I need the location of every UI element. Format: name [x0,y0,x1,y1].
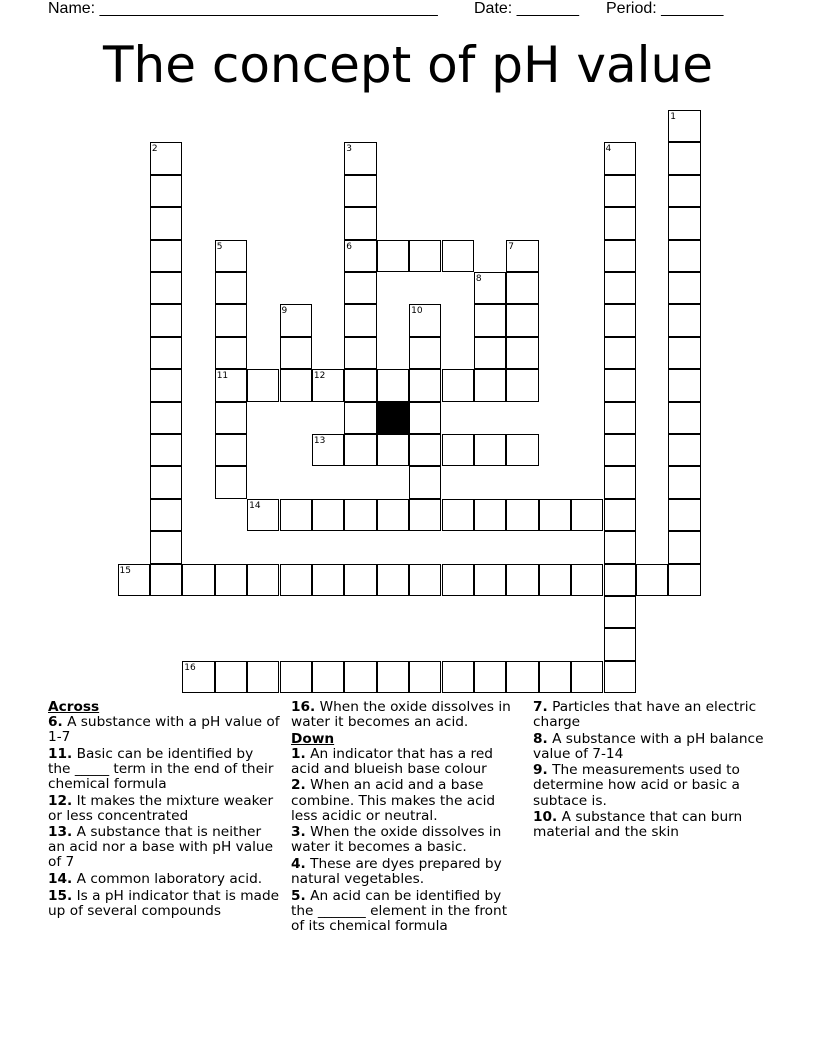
grid-cell[interactable] [344,240,376,272]
clue-item [48,747,280,792]
grid-cell[interactable] [312,369,344,401]
clue-number: 2. [291,777,306,794]
grid-cell[interactable] [506,434,538,466]
grid-cell[interactable] [215,337,247,369]
grid-cell[interactable] [604,142,636,174]
grid-cell[interactable] [604,304,636,336]
clue-text: It makes the mixture weaker or less concentrated [48,792,274,824]
grid-cell[interactable] [442,499,474,531]
grid-cell[interactable] [474,661,506,693]
grid-cell[interactable] [150,402,182,434]
clue-number: 9. [533,762,548,779]
clue-number: 4. [291,855,306,872]
grid-cell[interactable] [604,596,636,628]
grid-cell[interactable] [215,304,247,336]
grid-cell[interactable] [668,175,700,207]
grid-cell[interactable] [280,337,312,369]
clue-number: 4 [605,144,612,155]
grid-cell[interactable] [344,142,376,174]
grid-cell[interactable] [118,564,150,596]
grid-cell[interactable] [668,466,700,498]
grid-cell[interactable] [668,337,700,369]
grid-cell[interactable] [150,240,182,272]
grid-cell[interactable] [668,531,700,563]
date-field[interactable]: Date: _______ [474,0,579,17]
clue-text: When the oxide dissolves in water it becomes an acid. [291,699,511,731]
clue-text: A substance with a pH balance value of 7-14 [533,730,764,762]
grid-cell[interactable] [409,466,441,498]
grid-cell[interactable] [344,369,376,401]
grid-cell[interactable] [247,564,279,596]
grid-cell[interactable] [409,304,441,336]
clue-number: 13. [48,824,73,841]
grid-cell[interactable] [409,337,441,369]
grid-cell[interactable] [571,564,603,596]
grid-cell[interactable] [150,207,182,239]
grid-cell[interactable] [344,272,376,304]
grid-cell[interactable] [215,564,247,596]
clue-item [48,825,280,870]
clue-number: 3. [291,824,306,841]
clue-item [533,700,773,730]
clue-item [291,747,523,777]
grid-cell[interactable] [247,661,279,693]
grid-cell[interactable] [182,564,214,596]
clue-text: Basic can be identified by the _____ term in the end of their chemical formula [48,745,274,792]
grid-cell[interactable] [215,434,247,466]
grid-cell[interactable] [668,434,700,466]
grid-cell[interactable] [312,499,344,531]
grid-cell[interactable] [377,661,409,693]
grid-cell[interactable] [604,499,636,531]
grid-cell[interactable] [312,434,344,466]
grid-cell[interactable] [636,564,668,596]
clue-item [533,763,773,808]
grid-cell[interactable] [409,369,441,401]
clue-text: When an acid and a base combine. This makes the acid less acidic or neutral. [291,777,496,824]
grid-cell[interactable] [474,499,506,531]
grid-cell[interactable] [668,142,700,174]
clue-number: 12 [313,371,326,382]
grid-cell[interactable] [668,110,700,142]
grid-cell[interactable] [409,499,441,531]
clue-text: An acid can be identified by the _______ element in the front of its chemical formula [291,887,508,934]
grid-cell[interactable] [377,240,409,272]
clue-number: 16 [184,662,196,673]
clue-text: Particles that have an electric charge [533,699,757,731]
grid-cell[interactable] [442,369,474,401]
grid-cell[interactable] [409,564,441,596]
grid-cell[interactable] [668,304,700,336]
clues-column-2 [291,700,523,935]
grid-cell[interactable] [344,661,376,693]
grid-cell[interactable] [150,369,182,401]
grid-cell[interactable] [539,499,571,531]
grid-cell[interactable] [604,628,636,660]
clue-number: 15. [48,887,73,904]
grid-cell[interactable] [604,272,636,304]
clue-item [48,889,280,919]
clue-number: 1 [670,112,677,122]
grid-cell[interactable] [668,272,700,304]
clue-number: 14. [48,871,73,888]
grid-cell[interactable] [215,369,247,401]
grid-cell[interactable] [604,661,636,693]
grid-cell[interactable] [604,240,636,272]
clue-text: An indicator that has a red acid and blueish base colour [291,745,493,777]
grid-cell[interactable] [539,564,571,596]
grid-cell[interactable] [506,369,538,401]
clue-text: A substance that can burn material and the skin [533,809,743,841]
clue-text: The measurements used to determine how acid or basic a subtace is. [533,762,740,809]
grid-cell[interactable] [150,434,182,466]
clue-item [533,810,773,840]
grid-cell[interactable] [182,661,214,693]
grid-cell[interactable] [604,337,636,369]
grid-cell[interactable] [668,499,700,531]
clue-text: When the oxide dissolves in water it becomes a basic. [291,824,502,856]
grid-cell[interactable] [474,564,506,596]
clue-item [291,825,523,855]
grid-cell[interactable] [280,661,312,693]
grid-cell[interactable] [150,142,182,174]
clue-number: 11 [216,371,229,382]
grid-cell[interactable] [280,369,312,401]
grid-cell[interactable] [344,337,376,369]
clue-text: A common laboratory acid. [72,871,263,888]
grid-cell[interactable] [150,499,182,531]
clue-item [533,732,773,762]
clue-number: 5 [216,241,223,252]
clue-number: 1. [291,745,306,762]
clue-number: 10. [533,809,558,826]
clue-number: 10 [411,306,423,317]
grid-cell[interactable] [344,207,376,239]
grid-cell[interactable] [150,337,182,369]
clue-text: A substance that is neither an acid nor a base with pH value of 7 [48,824,274,871]
clue-number: 3 [346,144,353,155]
grid-cell[interactable] [474,272,506,304]
grid-cell[interactable] [150,272,182,304]
grid-cell[interactable] [604,369,636,401]
grid-cell[interactable] [150,531,182,563]
clue-number: 6. [48,714,63,731]
clue-item [291,778,523,823]
clue-number: 9 [281,306,288,317]
clue-number: 7 [508,241,515,252]
grid-cell[interactable] [604,466,636,498]
grid-cell[interactable] [604,175,636,207]
grid-cell[interactable] [344,434,376,466]
grid-cell[interactable] [409,240,441,272]
grid-cell[interactable] [247,369,279,401]
grid-cell[interactable] [506,337,538,369]
grid-cell[interactable] [377,369,409,401]
grid-cell[interactable] [668,402,700,434]
name-field[interactable]: Name: ______________________________________ [48,0,438,17]
clue-item [291,857,523,887]
grid-cell[interactable] [604,402,636,434]
grid-cell[interactable] [474,369,506,401]
grid-cell[interactable] [668,207,700,239]
page-title: The concept of pH value [102,36,714,94]
grid-cell[interactable] [474,304,506,336]
grid-cell[interactable] [442,434,474,466]
grid-cell[interactable] [280,499,312,531]
grid-cell[interactable] [215,402,247,434]
clue-number: 8 [475,274,482,284]
down-heading: Down [291,730,335,747]
clue-number: 12. [48,792,73,809]
grid-cell[interactable] [604,564,636,596]
clue-number: 13 [313,436,326,446]
clue-number: 15 [119,565,131,576]
clue-number: 6 [346,241,353,252]
grid-cell[interactable] [215,272,247,304]
grid-cell[interactable] [280,304,312,336]
grid-cell[interactable] [409,434,441,466]
grid-cell[interactable] [215,661,247,693]
grid-cell[interactable] [312,661,344,693]
clues-column-3 [533,700,773,842]
grid-cell[interactable] [247,499,279,531]
grid-cell[interactable] [604,434,636,466]
grid-cell[interactable] [344,564,376,596]
grid-cell[interactable] [344,402,376,434]
clue-item [291,700,523,730]
grid-cell[interactable] [604,531,636,563]
clue-number: 7. [533,699,548,715]
grid-cell[interactable] [604,207,636,239]
clue-text: A substance with a pH value of 1-7 [48,714,280,746]
clues-column-1 [48,700,280,920]
grid-cell[interactable] [506,304,538,336]
black-cell [377,402,409,434]
grid-cell[interactable] [506,564,538,596]
clue-number: 5. [291,887,306,904]
grid-cell[interactable] [506,272,538,304]
grid-cell[interactable] [571,661,603,693]
clue-number: 16. [291,699,316,715]
clue-item [291,889,523,934]
grid-cell[interactable] [150,175,182,207]
grid-cell[interactable] [215,466,247,498]
grid-cell[interactable] [474,434,506,466]
grid-cell[interactable] [409,661,441,693]
grid-cell[interactable] [150,466,182,498]
grid-cell[interactable] [668,369,700,401]
clue-text: These are dyes prepared by natural vegetables. [291,855,502,888]
clue-number: 11. [48,745,73,762]
grid-cell[interactable] [442,564,474,596]
grid-cell[interactable] [506,240,538,272]
clue-number: 2 [151,144,158,155]
grid-cell[interactable] [668,240,700,272]
grid-cell[interactable] [280,564,312,596]
clue-item [48,715,280,745]
grid-cell[interactable] [668,564,700,596]
clue-item [48,872,280,887]
period-field[interactable]: Period: _______ [606,0,724,17]
grid-cell[interactable] [312,564,344,596]
grid-cell[interactable] [150,564,182,596]
grid-cell[interactable] [150,304,182,336]
grid-cell[interactable] [344,304,376,336]
grid-cell[interactable] [539,661,571,693]
grid-cell[interactable] [344,175,376,207]
grid-cell[interactable] [377,499,409,531]
clue-text: Is a pH indicator that is made up of several compounds [48,887,280,919]
grid-cell[interactable] [409,402,441,434]
grid-cell[interactable] [506,661,538,693]
grid-cell[interactable] [571,499,603,531]
grid-cell[interactable] [442,661,474,693]
grid-cell[interactable] [377,434,409,466]
grid-cell[interactable] [442,240,474,272]
clue-item [48,794,280,824]
across-heading: Across [48,699,100,715]
grid-cell[interactable] [215,240,247,272]
grid-cell[interactable] [474,337,506,369]
grid-cell[interactable] [377,564,409,596]
grid-cell[interactable] [344,499,376,531]
grid-cell[interactable] [506,499,538,531]
clue-number: 14 [249,500,261,511]
clue-number: 8. [533,730,548,747]
